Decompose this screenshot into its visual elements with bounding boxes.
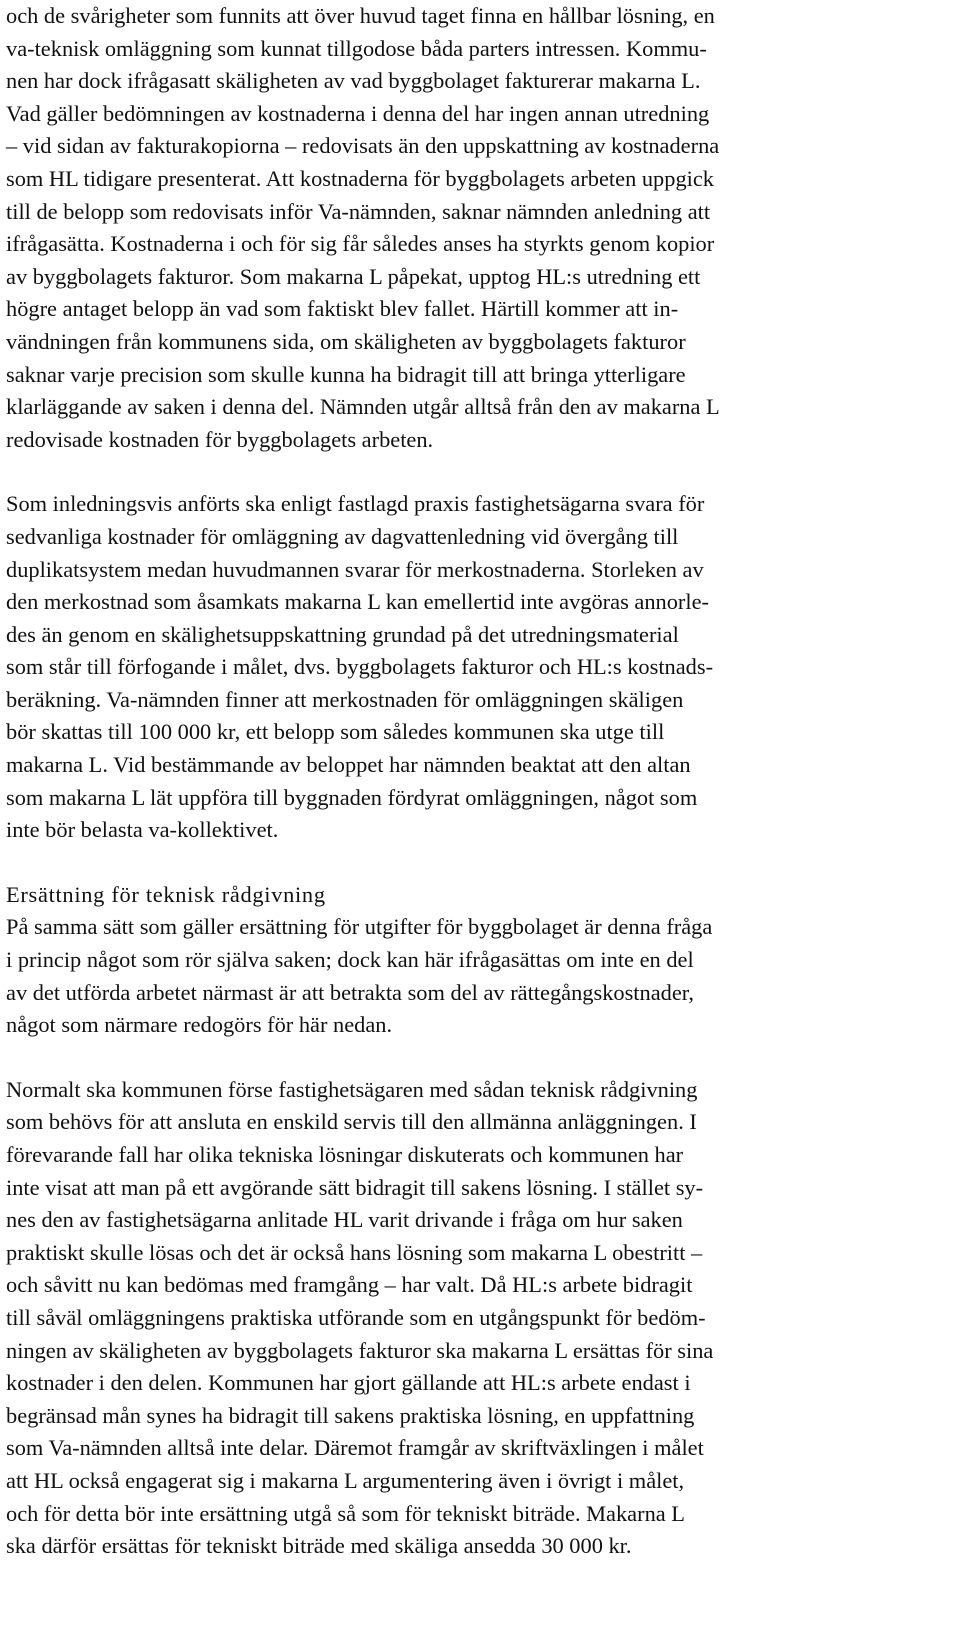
text-line: klarläggande av saken i denna del. Nämnden utgår alltså från den av makarna L [6,394,720,420]
text-line: som makarna L lät uppföra till byggnaden fördyrat omläggningen, något som [6,784,698,810]
document-page [6,0,918,1563]
text-line: makarna L. Vid bestämmande av beloppet har nämnden beaktat att den altan [6,752,691,778]
text-line: av det utförda arbetet närmast är att betrakta som del av rättegångskostnader, [6,979,694,1005]
paragraph-2 [6,488,918,847]
text-line: Som inledningsvis anförts ska enligt fastlagd praxis fastighetsägarna svara för [6,491,705,517]
text-line: ifrågasätta. Kostnaderna i och för sig får således anses ha styrkts genom kopior [6,231,715,257]
text-line: bör skattas till 100 000 kr, ett belopp som således kommunen ska utge till [6,719,665,745]
text-line: till de belopp som redovisats inför Va-nämnden, saknar nämnden anledning att [6,198,711,224]
section-3 [6,879,918,1042]
text-line: ska därför ersättas för tekniskt biträde med skäliga ansedda 30 000 kr. [6,1533,632,1559]
text-line: inte bör belasta va-kollektivet. [6,817,279,843]
text-line: Vad gäller bedömningen av kostnaderna i denna del har ingen annan utredning [6,100,710,126]
text-line: va-teknisk omläggning som kunnat tillgodose båda parters intressen. Kommu- [6,35,707,61]
text-line: sedvanliga kostnader för omläggning av dagvattenledning vid övergång till [6,523,679,549]
text-line: Normalt ska kommunen förse fastighetsägaren med sådan teknisk rådgivning [6,1076,698,1102]
text-line: vändningen från kommunens sida, om skäligheten av byggbolagets fakturor [6,328,686,354]
text-line: begränsad mån synes ha bidragit till sakens praktiska lösning, en uppfattning [6,1402,695,1428]
text-line: redovisade kostnaden för byggbolagets arbeten. [6,426,434,452]
text-line: ningen av skäligheten av byggbolagets fakturor ska makarna L ersättas för sina [6,1337,714,1363]
text-line: som står till förfogande i målet, dvs. byggbolagets fakturor och HL:s kostnads- [6,654,714,680]
text-line: något som närmare redogörs för här nedan. [6,1012,393,1038]
text-line: den merkostnad som åsamkats makarna L kan emellertid inte avgöras annorle- [6,589,709,615]
text-line: – vid sidan av fakturakopiorna – redovisats än den uppskattning av kostnaderna [6,133,720,159]
text-line: högre antaget belopp än vad som faktiskt blev fallet. Härtill kommer att in- [6,296,679,322]
text-line: att HL också engagerat sig i makarna L argumentering även i övrigt i målet, [6,1467,685,1493]
text-line: inte visat att man på ett avgörande sätt bidragit till sakens lösning. I stället sy- [6,1174,704,1200]
text-line: saknar varje precision som skulle kunna ha bidragit till att bringa ytterligare [6,361,686,387]
paragraph-1 [6,0,918,456]
text-line: som behövs för att ansluta en enskild servis till den allmänna anläggningen. I [6,1109,697,1135]
text-line: nes den av fastighetsägarna anlitade HL varit drivande i fråga om hur saken [6,1207,683,1233]
text-line: duplikatsystem medan huvudmannen svarar för merkostnaderna. Storleken av [6,556,704,582]
text-line: des än genom en skälighetsuppskattning grundad på det utredningsmaterial [6,621,679,647]
text-line: i princip något som rör själva saken; dock kan här ifrågasättas om inte en del [6,947,694,973]
text-line: som HL tidigare presenterat. Att kostnaderna för byggbolagets arbeten uppgick [6,165,714,191]
section-heading: Ersättning för teknisk rådgivning [6,881,326,907]
text-line: På samma sätt som gäller ersättning för utgifter för byggbolaget är denna fråga [6,914,713,940]
text-line: förevarande fall har olika tekniska lösningar diskuterats och kommunen har [6,1142,684,1167]
text-line: kostnader i den delen. Kommunen har gjort gällande att HL:s arbete endast i [6,1370,691,1396]
text-line: och såvitt nu kan bedömas med framgång – har valt. Då HL:s arbete bidragit [6,1272,693,1298]
text-line: nen har dock ifrågasatt skäligheten av vad byggbolaget fakturerar makarna L. [6,68,701,94]
text-line: av byggbolagets fakturor. Som makarna L påpekat, upptog HL:s utredning ett [6,263,701,289]
text-line: som Va-nämnden alltså inte delar. Däremot framgår av skriftväxlingen i målet [6,1435,704,1461]
paragraph-4 [6,1074,918,1563]
text-line: praktiskt skulle lösas och det är också hans lösning som makarna L obestritt – [6,1239,703,1265]
text-line: och de svårigheter som funnits att över huvud taget finna en hållbar lösning, en [6,3,715,28]
text-line: beräkning. Va-nämnden finner att merkostnaden för omläggningen skäligen [6,686,684,712]
text-line: till såväl omläggningens praktiska utförande som en utgångspunkt för bedöm- [6,1304,706,1330]
text-line: och för detta bör inte ersättning utgå så som för tekniskt biträde. Makarna L [6,1500,685,1526]
